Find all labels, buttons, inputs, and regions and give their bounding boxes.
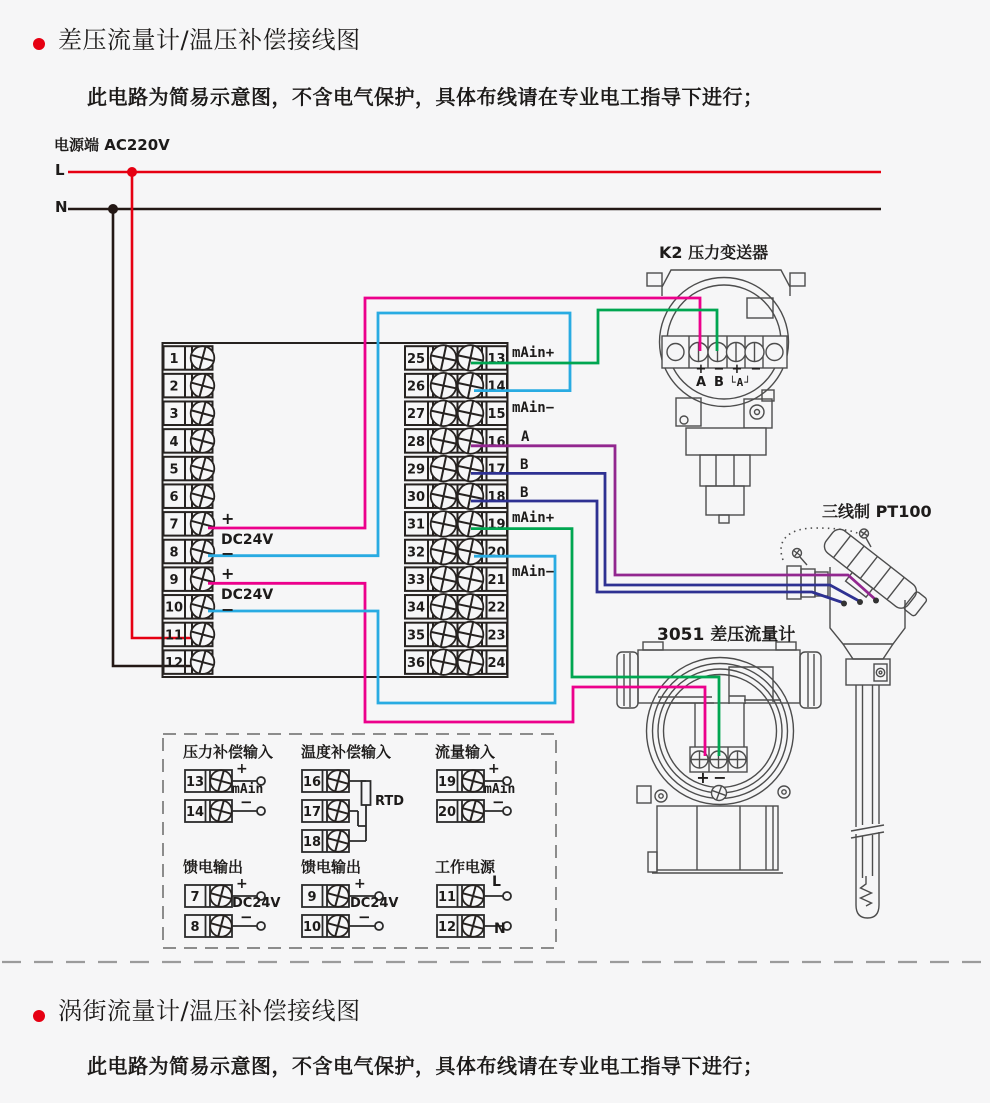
- terminal-number: 27: [406, 407, 426, 423]
- terminal7-plus: +: [221, 509, 235, 528]
- terminal-number: 18: [302, 834, 322, 850]
- transmitter-mark-3: +: [731, 362, 743, 377]
- live-label: L: [55, 161, 65, 179]
- power-source-label: 电源端 AC220V: [54, 136, 170, 154]
- terminal-number: 8: [190, 919, 200, 935]
- instrument-outline: [163, 343, 508, 677]
- legend-d2-minus: −: [358, 908, 371, 926]
- terminal-number: 9: [169, 573, 179, 588]
- terminal-number: 33: [406, 573, 426, 588]
- pt100-terminal-dot: [857, 599, 863, 605]
- terminal-number: 11: [437, 889, 457, 905]
- transmitter-mark-2: −: [713, 362, 725, 377]
- terminal-number: 19: [487, 517, 506, 533]
- terminal-number: 28: [406, 434, 426, 450]
- signal-main-minus-2: mAin−: [512, 564, 555, 580]
- legend-power-n: N: [494, 921, 506, 937]
- terminal-number: 36: [406, 655, 426, 671]
- signal-b2: B: [520, 485, 529, 501]
- terminal-number: 14: [487, 379, 506, 395]
- terminal-number: 29: [406, 462, 426, 478]
- middle-terminal-strip: [405, 343, 507, 678]
- pressure-transmitter-drawing: [647, 270, 805, 523]
- terminal-number: 34: [406, 600, 426, 616]
- legend-d2-plus: +: [354, 876, 366, 892]
- legend-terminal-strips: [185, 768, 486, 939]
- terminal-number: 13: [487, 351, 506, 367]
- legend-f-main: mAin: [484, 782, 516, 797]
- legend-title-pressure: 压力补偿输入: [183, 743, 274, 761]
- signal-a: A: [521, 429, 530, 445]
- live-junction-dot: [127, 167, 137, 177]
- legend-f-plus: +: [488, 761, 500, 777]
- terminal-number: 4: [169, 434, 179, 450]
- legend-p-plus: +: [236, 761, 248, 777]
- pt100-cap: [814, 526, 929, 628]
- signal-main-minus-1: mAin−: [512, 400, 555, 416]
- transmitter-wire-a: A: [695, 375, 707, 390]
- transmitter-mark-1: +: [695, 362, 707, 377]
- terminal-number: 32: [406, 545, 426, 561]
- terminal-number: 17: [487, 462, 506, 478]
- terminal-number: 30: [406, 490, 426, 506]
- terminal-number: 10: [164, 600, 184, 616]
- terminal-number: 23: [487, 628, 506, 644]
- section-note: 此电路为简易示意图，不含电气保护，具体布线请在专业电工指导下进行；: [87, 1054, 764, 1078]
- dc24v-label-1: DC24V: [221, 532, 274, 548]
- signal-main-plus-1: mAin+: [512, 345, 555, 361]
- terminal-number: 1: [169, 351, 179, 367]
- section-bullet: [33, 1010, 45, 1022]
- flowmeter-label: 3051 差压流量计: [657, 625, 796, 645]
- signal-main-plus-2: mAin+: [512, 510, 555, 526]
- pt100-label: 三线制 PT100: [822, 502, 932, 521]
- left-terminal-strip: [164, 344, 217, 677]
- terminal9-plus: +: [221, 564, 235, 583]
- terminal-number: 18: [487, 490, 506, 506]
- legend-rtd: RTD: [375, 794, 405, 809]
- signal-b1: B: [520, 457, 529, 473]
- terminal-number: 26: [406, 379, 426, 395]
- terminal-number: 21: [487, 573, 506, 588]
- terminal-number: 7: [190, 889, 200, 905]
- terminal-number: 17: [302, 804, 322, 820]
- dc24v-label-2: DC24V: [221, 587, 274, 603]
- legend-title-temperature: 温度补偿输入: [301, 743, 392, 761]
- section-note: 此电路为简易示意图，不含电气保护，具体布线请在专业电工指导下进行；: [87, 85, 764, 109]
- terminal-number: 16: [302, 774, 322, 790]
- terminal-number: 24: [487, 655, 506, 671]
- terminal-number: 25: [406, 351, 426, 367]
- transmitter-wire-b: B: [714, 375, 724, 390]
- terminal-number: 15: [487, 407, 506, 423]
- terminal-number: 10: [302, 919, 322, 935]
- pt100-terminal-dot: [841, 601, 847, 607]
- neutral-label: N: [55, 198, 68, 216]
- flowmeter-plus: +: [696, 768, 710, 787]
- legend-p-minus: −: [240, 793, 253, 811]
- transmitter-loop-mark: └A┘: [729, 376, 752, 389]
- terminal-number: 20: [437, 804, 457, 820]
- legend-d1-minus: −: [240, 908, 253, 926]
- legend-f-minus: −: [492, 793, 505, 811]
- terminal-number: 8: [169, 545, 179, 561]
- terminal-number: 9: [307, 889, 317, 905]
- neutral-junction-dot: [108, 204, 118, 214]
- section-bullet: [33, 38, 45, 50]
- terminal-number: 7: [169, 517, 179, 533]
- terminal-number: 22: [487, 600, 506, 616]
- terminal-number: 11: [164, 628, 184, 644]
- legend-d1-plus: +: [236, 876, 248, 892]
- terminal10-minus: −: [221, 600, 235, 619]
- transmitter-label: K2 压力变送器: [659, 243, 769, 262]
- legend-title-feed2: 馈电输出: [301, 858, 362, 876]
- terminal-number: 19: [437, 774, 457, 790]
- terminal-number: 20: [487, 545, 506, 561]
- flowmeter-minus: −: [713, 768, 727, 787]
- terminal-number: 35: [406, 628, 426, 644]
- terminal-number: 31: [406, 517, 426, 533]
- terminal-number: 5: [169, 462, 179, 478]
- legend-d2-dc24v: DC24V: [350, 896, 399, 911]
- legend-d1-dc24v: DC24V: [232, 896, 281, 911]
- terminal-number: 2: [169, 379, 179, 395]
- terminal-number: 12: [164, 655, 184, 671]
- terminal-number: 14: [185, 804, 205, 820]
- terminal-number: 16: [487, 434, 506, 450]
- legend-p-main: mAin: [232, 782, 264, 797]
- terminal-number: 12: [437, 919, 457, 935]
- section-title: 涡街流量计/温压补偿接线图: [58, 997, 361, 1025]
- terminal-number: 3: [169, 407, 179, 423]
- legend-title-feed1: 馈电输出: [183, 858, 244, 876]
- terminal-number: 6: [169, 490, 179, 506]
- legend-power-l: L: [492, 874, 501, 890]
- legend-title-power: 工作电源: [435, 858, 496, 876]
- section-title: 差压流量计/温压补偿接线图: [58, 26, 361, 54]
- pt100-terminal-dot: [873, 598, 879, 604]
- legend-title-flow: 流量输入: [435, 743, 496, 761]
- terminal-number: 13: [185, 774, 205, 790]
- terminal8-minus: −: [221, 544, 235, 563]
- transmitter-mark-4: −: [750, 362, 762, 377]
